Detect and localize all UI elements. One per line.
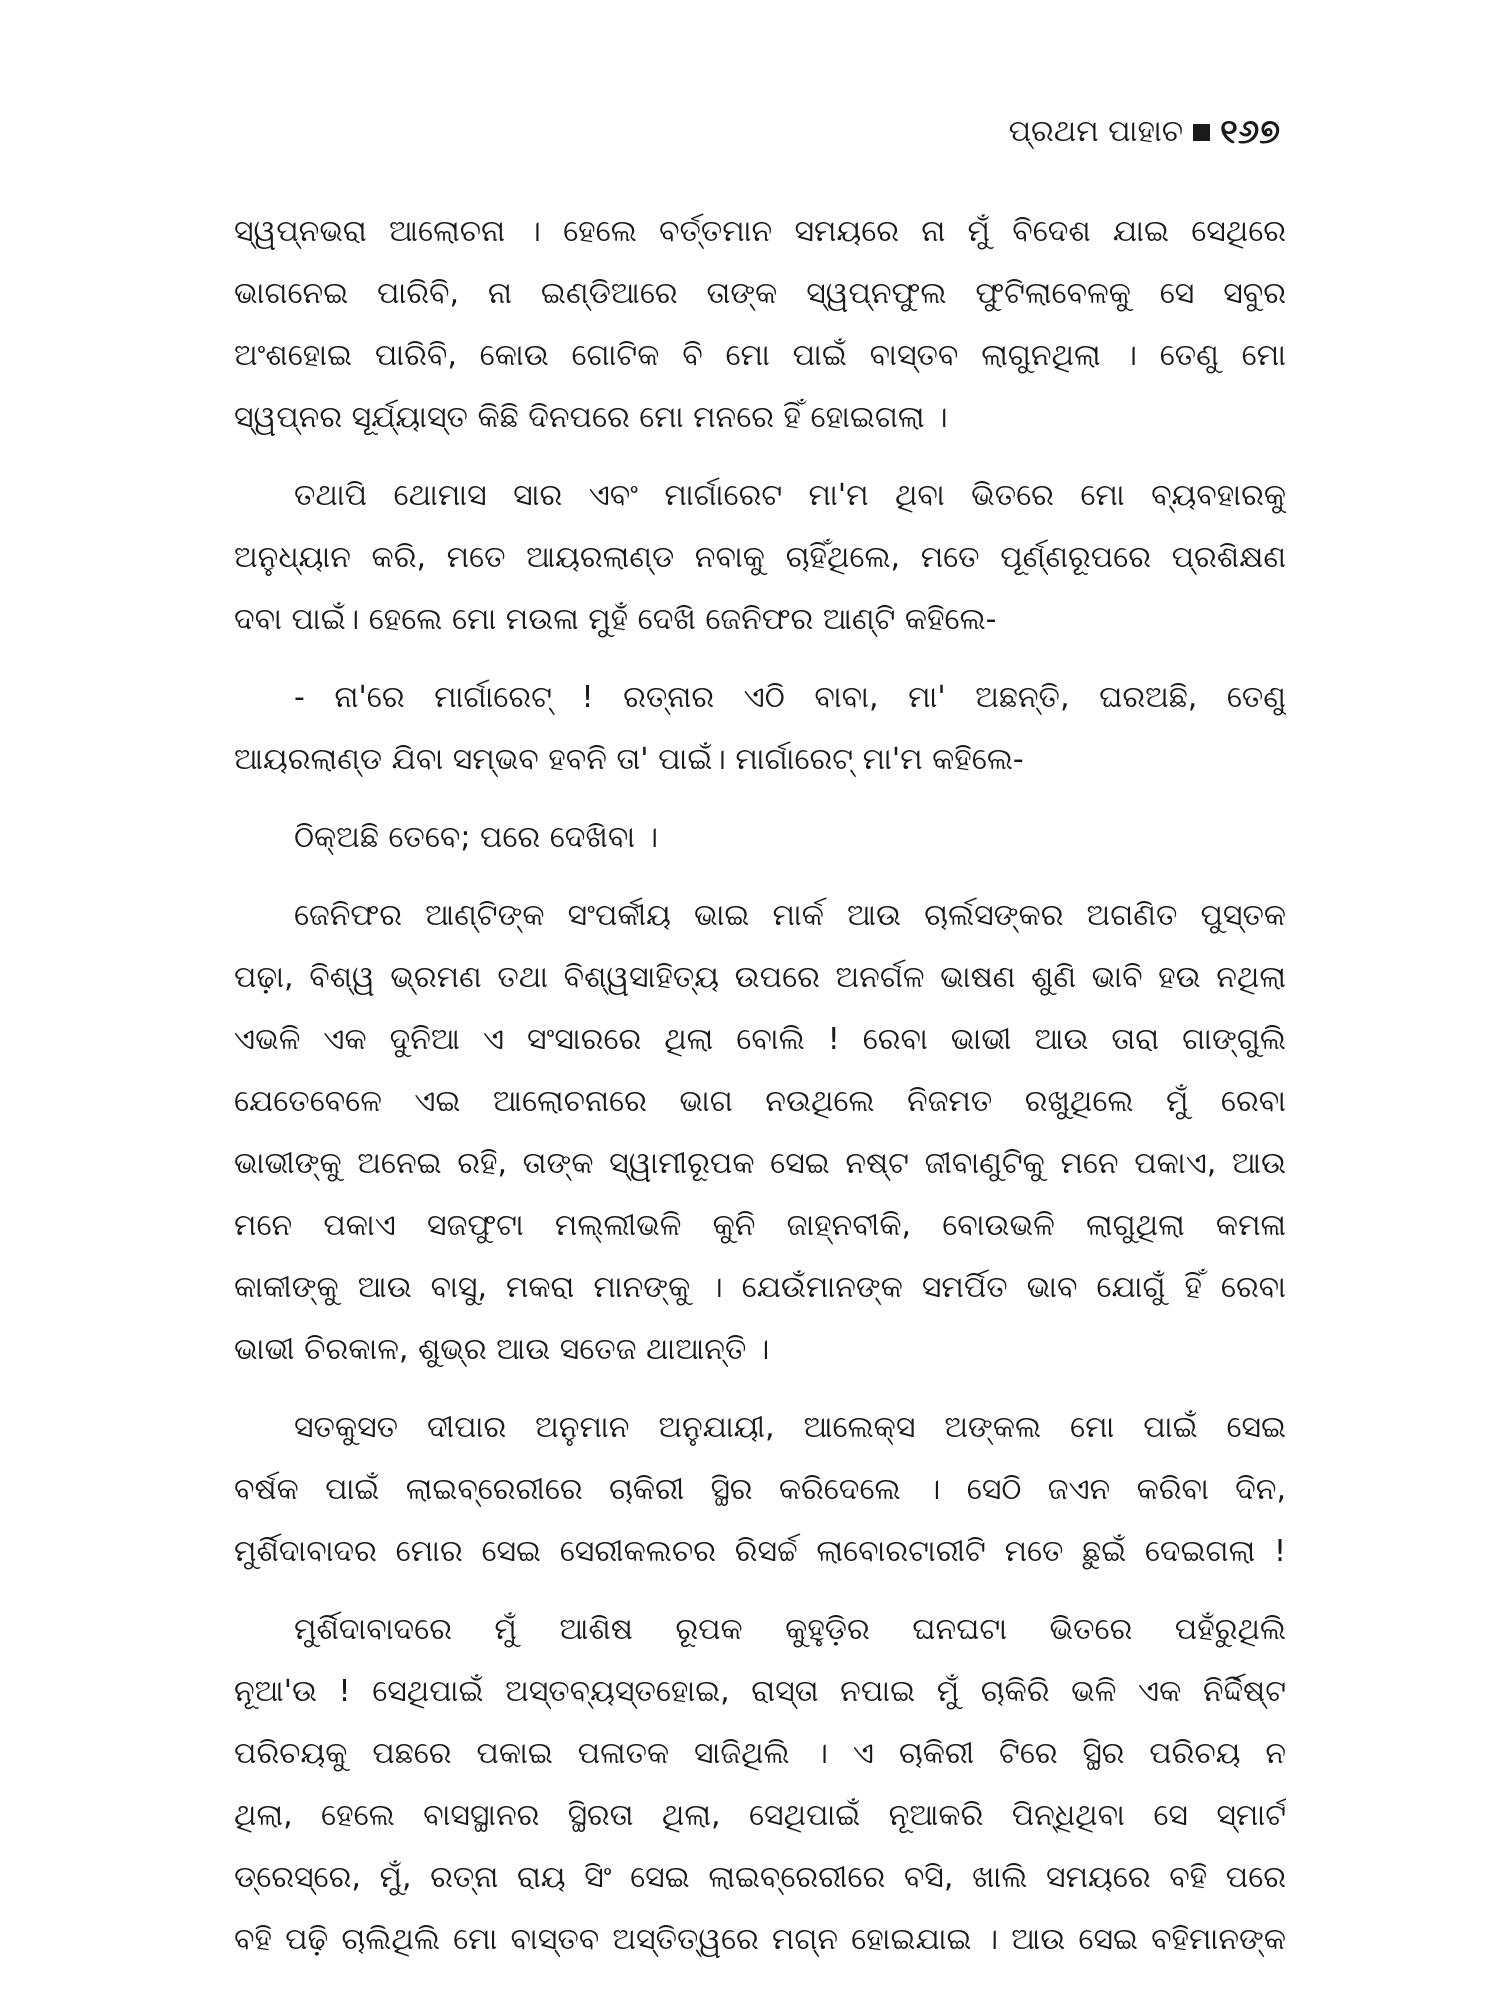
paragraph xyxy=(234,212,1286,460)
text-line: ତଥାପି ଥୋମାସ ସାର ଏବଂ ମାର୍ଗାରେଟ ମା'ମ ଥିବା ଭିତରେ ମୋ ବ୍ୟବହାରକୁ xyxy=(294,478,1286,513)
text-line: ବର୍ଷକ ପାଇଁ ଲାଇବ୍ରେରୀରେ ଚାକିରୀ ସ୍ଥିର କରିଦେଲେ । ସେଠି ଜଏନ କରିବା ଦିନ, xyxy=(234,1472,1286,1507)
running-header xyxy=(1009,112,1280,152)
paragraph xyxy=(234,1408,1286,1594)
body-text xyxy=(234,212,1286,1982)
text-line: ଯେତେବେଳେ ଏଇ ଆଲୋଚନାରେ ଭାଗ ନଉଥିଲେ ନିଜମତ ରଖୁଥିଲେ ମୁଁ ରେବା xyxy=(234,1084,1286,1119)
text-line: ଥିଲା, ହେଲେ ବାସସ୍ଥାନର ସ୍ଥିରତା ଥିଲା, ସେଥିପାଇଁ ନୂଆକରି ପିନ୍ଧିଥିବା ସେ ସ୍ମାର୍ଟ xyxy=(234,1798,1286,1833)
paragraph xyxy=(234,818,1286,880)
text-line: ଏଭଳି ଏକ ଦୁନିଆ ଏ ସଂସାରରେ ଥିଲା ବୋଲି ! ରେବା ଭାଭୀ ଆଉ ତାରା ଗାଙ୍ଗୁଲି xyxy=(234,1022,1286,1057)
text-line: ଭାଭୀ ଚିରକାଳ, ଶୁଭ୍ର ଆଉ ସତେଜ ଥାଆନ୍ତି । xyxy=(234,1332,770,1367)
text-line: ଡ୍ରେସ୍‌ରେ, ମୁଁ, ରତ୍ନା ରାୟ ସିଂ ସେଇ ଲାଇବ୍ରେରୀରେ ବସି, ଖାଲି ସମୟରେ ବହି ପରେ xyxy=(234,1860,1286,1895)
text-line: - ନା'ରେ ମାର୍ଗାରେଟ୍ ! ରତ୍ନାର ଏଠି ବାବା, ମା' ଅଛନ୍ତି, ଘରଅଛି, ତେଣୁ xyxy=(294,680,1286,715)
paragraph xyxy=(234,896,1286,1392)
text-line: ଭାଗନେଇ ପାରିବି, ନା ଇଣ୍ଡିଆରେ ତାଙ୍କ ସ୍ୱପ୍ନଫୁଲ ଫୁଟିଲାବେଳକୁ ସେ ସବୁର xyxy=(234,276,1286,311)
text-line: ଅନୁଧ୍ୟାନ କରି, ମତେ ଆୟରଲାଣ୍ଡ ନବାକୁ ଚାହିଁଥିଲେ, ମତେ ପୂର୍ଣ୍ଣରୂପରେ ପ୍ରଶିକ୍ଷଣ xyxy=(234,540,1286,575)
text-line: ପରିଚୟକୁ ପଛରେ ପକାଇ ପଳାତକ ସାଜିଥିଲି । ଏ ଚାକିରୀ ଟିରେ ସ୍ଥିର ପରିଚୟ ନ xyxy=(234,1736,1286,1771)
paragraph xyxy=(234,476,1286,662)
paragraph xyxy=(234,678,1286,802)
text-line: ବହି ପଢ଼ି ଚାଲିଥିଲି ମୋ ବାସ୍ତବ ଅସ୍ତିତ୍ୱରେ ମଗ୍ନ ହୋଇଯାଇ । ଆଉ ସେଇ ବହିମାନଙ୍କ xyxy=(234,1922,1286,1957)
separator-square-icon xyxy=(1193,124,1210,141)
text-line: ସ୍ୱପ୍ନଭରା ଆଲୋଚନା । ହେଲେ ବର୍ତ୍ତମାନ ସମୟରେ ନା ମୁଁ ବିଦେଶ ଯାଇ ସେଥିରେ xyxy=(234,214,1286,249)
text-line: କାକୀଙ୍କୁ ଆଉ ବାସୁ, ମକରା ମାନଙ୍କୁ । ଯେଉଁମାନଙ୍କ ସମର୍ପିତ ଭାବ ଯୋଗୁଁ ହିଁ ରେବା xyxy=(234,1270,1286,1305)
page-number: ୧୬୭ xyxy=(1220,112,1280,152)
text-line: ମୁର୍ଶିଦାବାଦରେ ମୁଁ ଆଶିଷ ରୂପକ କୁହୁଡ଼ିର ଘନଘଟା ଭିତରେ ପହଁରୁଥିଲି xyxy=(294,1612,1286,1647)
text-line: ଅଂଶହୋଇ ପାରିବି, କୋଉ ଗୋଟିକ ବି ମୋ ପାଇଁ ବାସ୍ତବ ଲାଗୁନଥିଲା । ତେଣୁ ମୋ xyxy=(234,338,1286,373)
text-line: ଠିକ୍ଅଛି ତେବେ; ପରେ ଦେଖିବା । xyxy=(294,820,659,855)
text-line: ସ୍ୱପ୍ନର ସୂର୍ଯ୍ୟାସ୍ତ କିଛି ଦିନପରେ ମୋ ମନରେ ହିଁ ହୋଇଗଲା । xyxy=(234,400,948,435)
text-line: ଭାଭୀଙ୍କୁ ଅନେଇ ରହି, ତାଙ୍କ ସ୍ୱାମୀରୂପକ ସେଇ ନଷ୍ଟ ଜୀବାଣୁଟିକୁ ମନେ ପକାଏ, ଆଉ xyxy=(234,1146,1286,1181)
paragraph xyxy=(234,1610,1286,1982)
running-title: ପ୍ରଥମ ପାହାଚ xyxy=(1008,114,1184,149)
text-line: ମନେ ପକାଏ ସଜଫୁଟା ମଲ୍ଲୀଭଳି କୁନି ଜାହ୍ନବୀକି, ବୋଉଭଳି ଲାଗୁଥିଲା କମଳା xyxy=(234,1208,1286,1243)
text-line: ପଢ଼ା, ବିଶ୍ୱ ଭ୍ରମଣ ତଥା ବିଶ୍ୱସାହିତ୍ୟ ଉପରେ ଅନର୍ଗଳ ଭାଷଣ ଶୁଣି ଭାବି ହଉ ନଥିଲା xyxy=(234,960,1286,995)
text-line: ନୂଆ'ଉ ! ସେଥିପାଇଁ ଅସ୍ତବ୍ୟସ୍ତହୋଇ, ରାସ୍ତା ନପାଇ ମୁଁ ଚାକିରି ଭଳି ଏକ ନିର୍ଦ୍ଦିଷ୍ଟ xyxy=(234,1674,1286,1709)
text-line: ଜେନିଫର ଆଣ୍ଟିଙ୍କ ସଂପର୍କୀୟ ଭାଇ ମାର୍କ ଆଉ ଚାର୍ଲସଙ୍କର ଅଗଣିତ ପୁସ୍ତକ xyxy=(294,898,1286,933)
text-line: ଦବା ପାଇଁ। ହେଲେ ମୋ ମଉଳା ମୁହଁ ଦେଖି ଜେନିଫର ଆଣ୍ଟି କହିଲେ- xyxy=(234,602,997,637)
text-line: ଆୟରଲାଣ୍ଡ ଯିବା ସମ୍ଭବ ହବନି ତା' ପାଇଁ। ମାର୍ଗାରେଟ୍ ମା'ମ କହିଲେ- xyxy=(234,742,1024,777)
text-line: ସତକୁସତ ଦୀପାର ଅନୁମାନ ଅନୁଯାୟୀ, ଆଲେକ୍ସ ଅଙ୍କଲ ମୋ ପାଇଁ ସେଇ xyxy=(294,1410,1286,1445)
text-line: ମୁର୍ଶିଦାବାଦର ମୋର ସେଇ ସେରୀକଲଚର ରିସର୍ଚ୍ଚ ଲାବୋରଟାରୀଟି ମତେ ଛୁଇଁ ଦେଇଗଲା ! xyxy=(234,1534,1286,1569)
